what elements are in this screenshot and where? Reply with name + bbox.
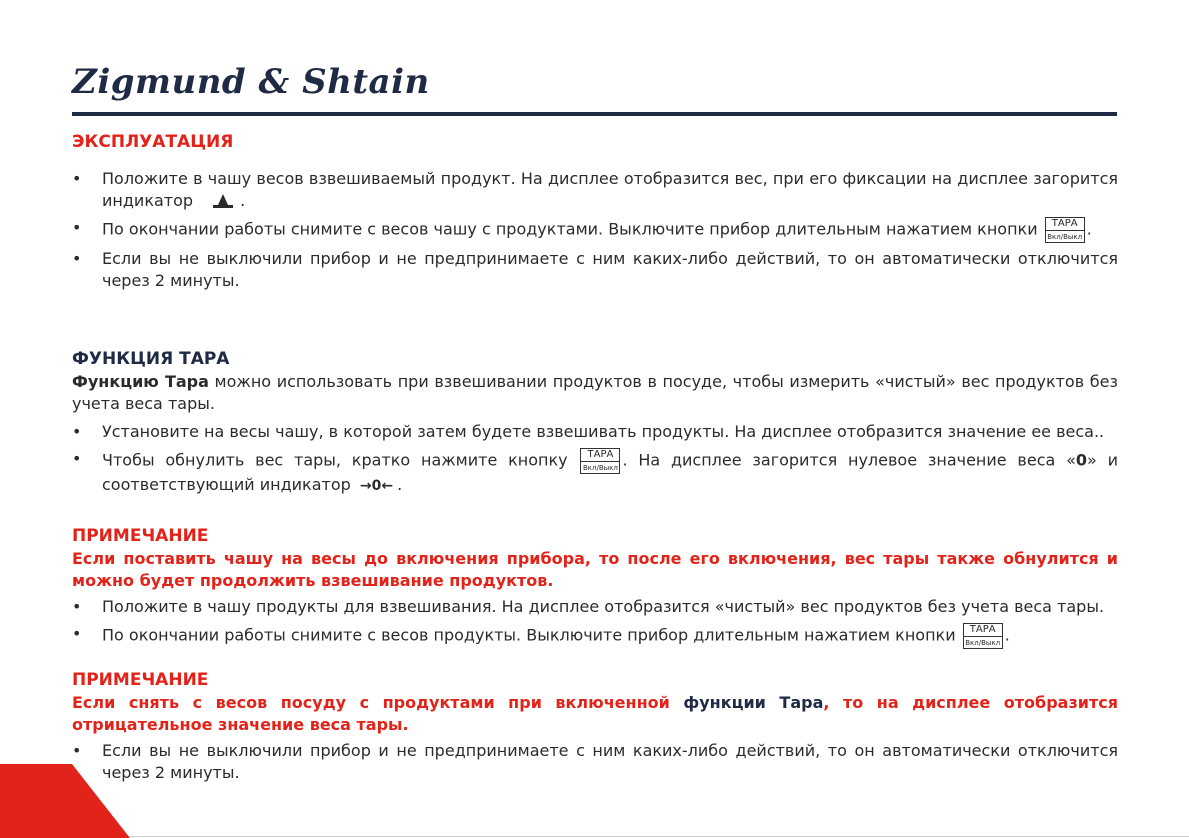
note2-text: Если снять с весов посуду с продуктами при включенной функции Тара, то на дисплее отобразится отрицательное значение веса тары. — [72, 693, 1119, 734]
note2-list — [72, 740, 1118, 784]
tare-list — [72, 421, 1118, 497]
note1-text: Если поставить чашу на весы до включения прибора, то после его включения, вес тары также обнулится и можно будет продолжить взвешивание продуктов. — [72, 549, 1118, 590]
list-item: • Чтобы обнулить вес тары, кратко нажмите кнопку ТАРА Вкл/Выкл . На дисплее загорится нулевое значение веса «0» и соответствующий индикатор →0← . — [72, 448, 1118, 497]
list-item: • Положите в чашу продукты для взвешивания. На дисплее отобразится «чистый» вес продуктов без учета веса тары. — [72, 596, 1118, 618]
footer-divider — [130, 836, 1189, 837]
tare-title: ФУНКЦИЯ ТАРА — [72, 349, 230, 369]
header-divider — [72, 112, 1117, 116]
tare-button-icon: ТАРА Вкл/Выкл — [580, 448, 620, 474]
brand-logo: Zigmund & Shtain — [72, 62, 430, 102]
zero-indicator-icon: →0← — [359, 478, 394, 494]
list-item: • По окончании работы снимите с весов продукты. Выключите прибор длительным нажатием кнопки ТАРА Вкл/Выкл . — [72, 623, 1118, 649]
tare-button-icon: ТАРА Вкл/Выкл — [963, 623, 1003, 649]
list-item: • Положите в чашу весов взвешиваемый продукт. На дисплее отобразится вес, при его фиксации на дисплее загорится индикатор . — [72, 168, 1118, 212]
operation-list — [72, 168, 1118, 292]
list-item: • Установите на весы чашу, в которой затем будете взвешивать продукты. На дисплее отобразится значение ее веса.. — [72, 421, 1118, 443]
note1-title: ПРИМЕЧАНИЕ — [72, 526, 209, 546]
tare-button-icon: ТАРА Вкл/Выкл — [1045, 217, 1085, 243]
list-item: • По окончании работы снимите с весов чашу с продуктами. Выключите прибор длительным нажатием кнопки ТАРА Вкл/Выкл . — [72, 217, 1118, 243]
note1-list — [72, 596, 1118, 649]
note2-title: ПРИМЕЧАНИЕ — [72, 670, 209, 690]
list-item: • Если вы не выключили прибор и не предпринимаете с ним каких-либо действий, то он автоматически отключится через 2 минуты. — [72, 740, 1118, 784]
list-item: • Если вы не выключили прибор и не предпринимаете с ним каких-либо действий, то он автоматически отключится через 2 минуты. — [72, 248, 1118, 292]
stability-indicator-icon — [212, 193, 234, 211]
document-body — [72, 130, 1118, 789]
tare-intro: Функцию Тара можно использовать при взвешивании продуктов в посуде, чтобы измерить «чистый» вес продуктов без учета веса тары. — [72, 372, 1118, 413]
zero-value: 0 — [1075, 450, 1088, 470]
operation-title: ЭКСПЛУАТАЦИЯ — [72, 132, 234, 152]
